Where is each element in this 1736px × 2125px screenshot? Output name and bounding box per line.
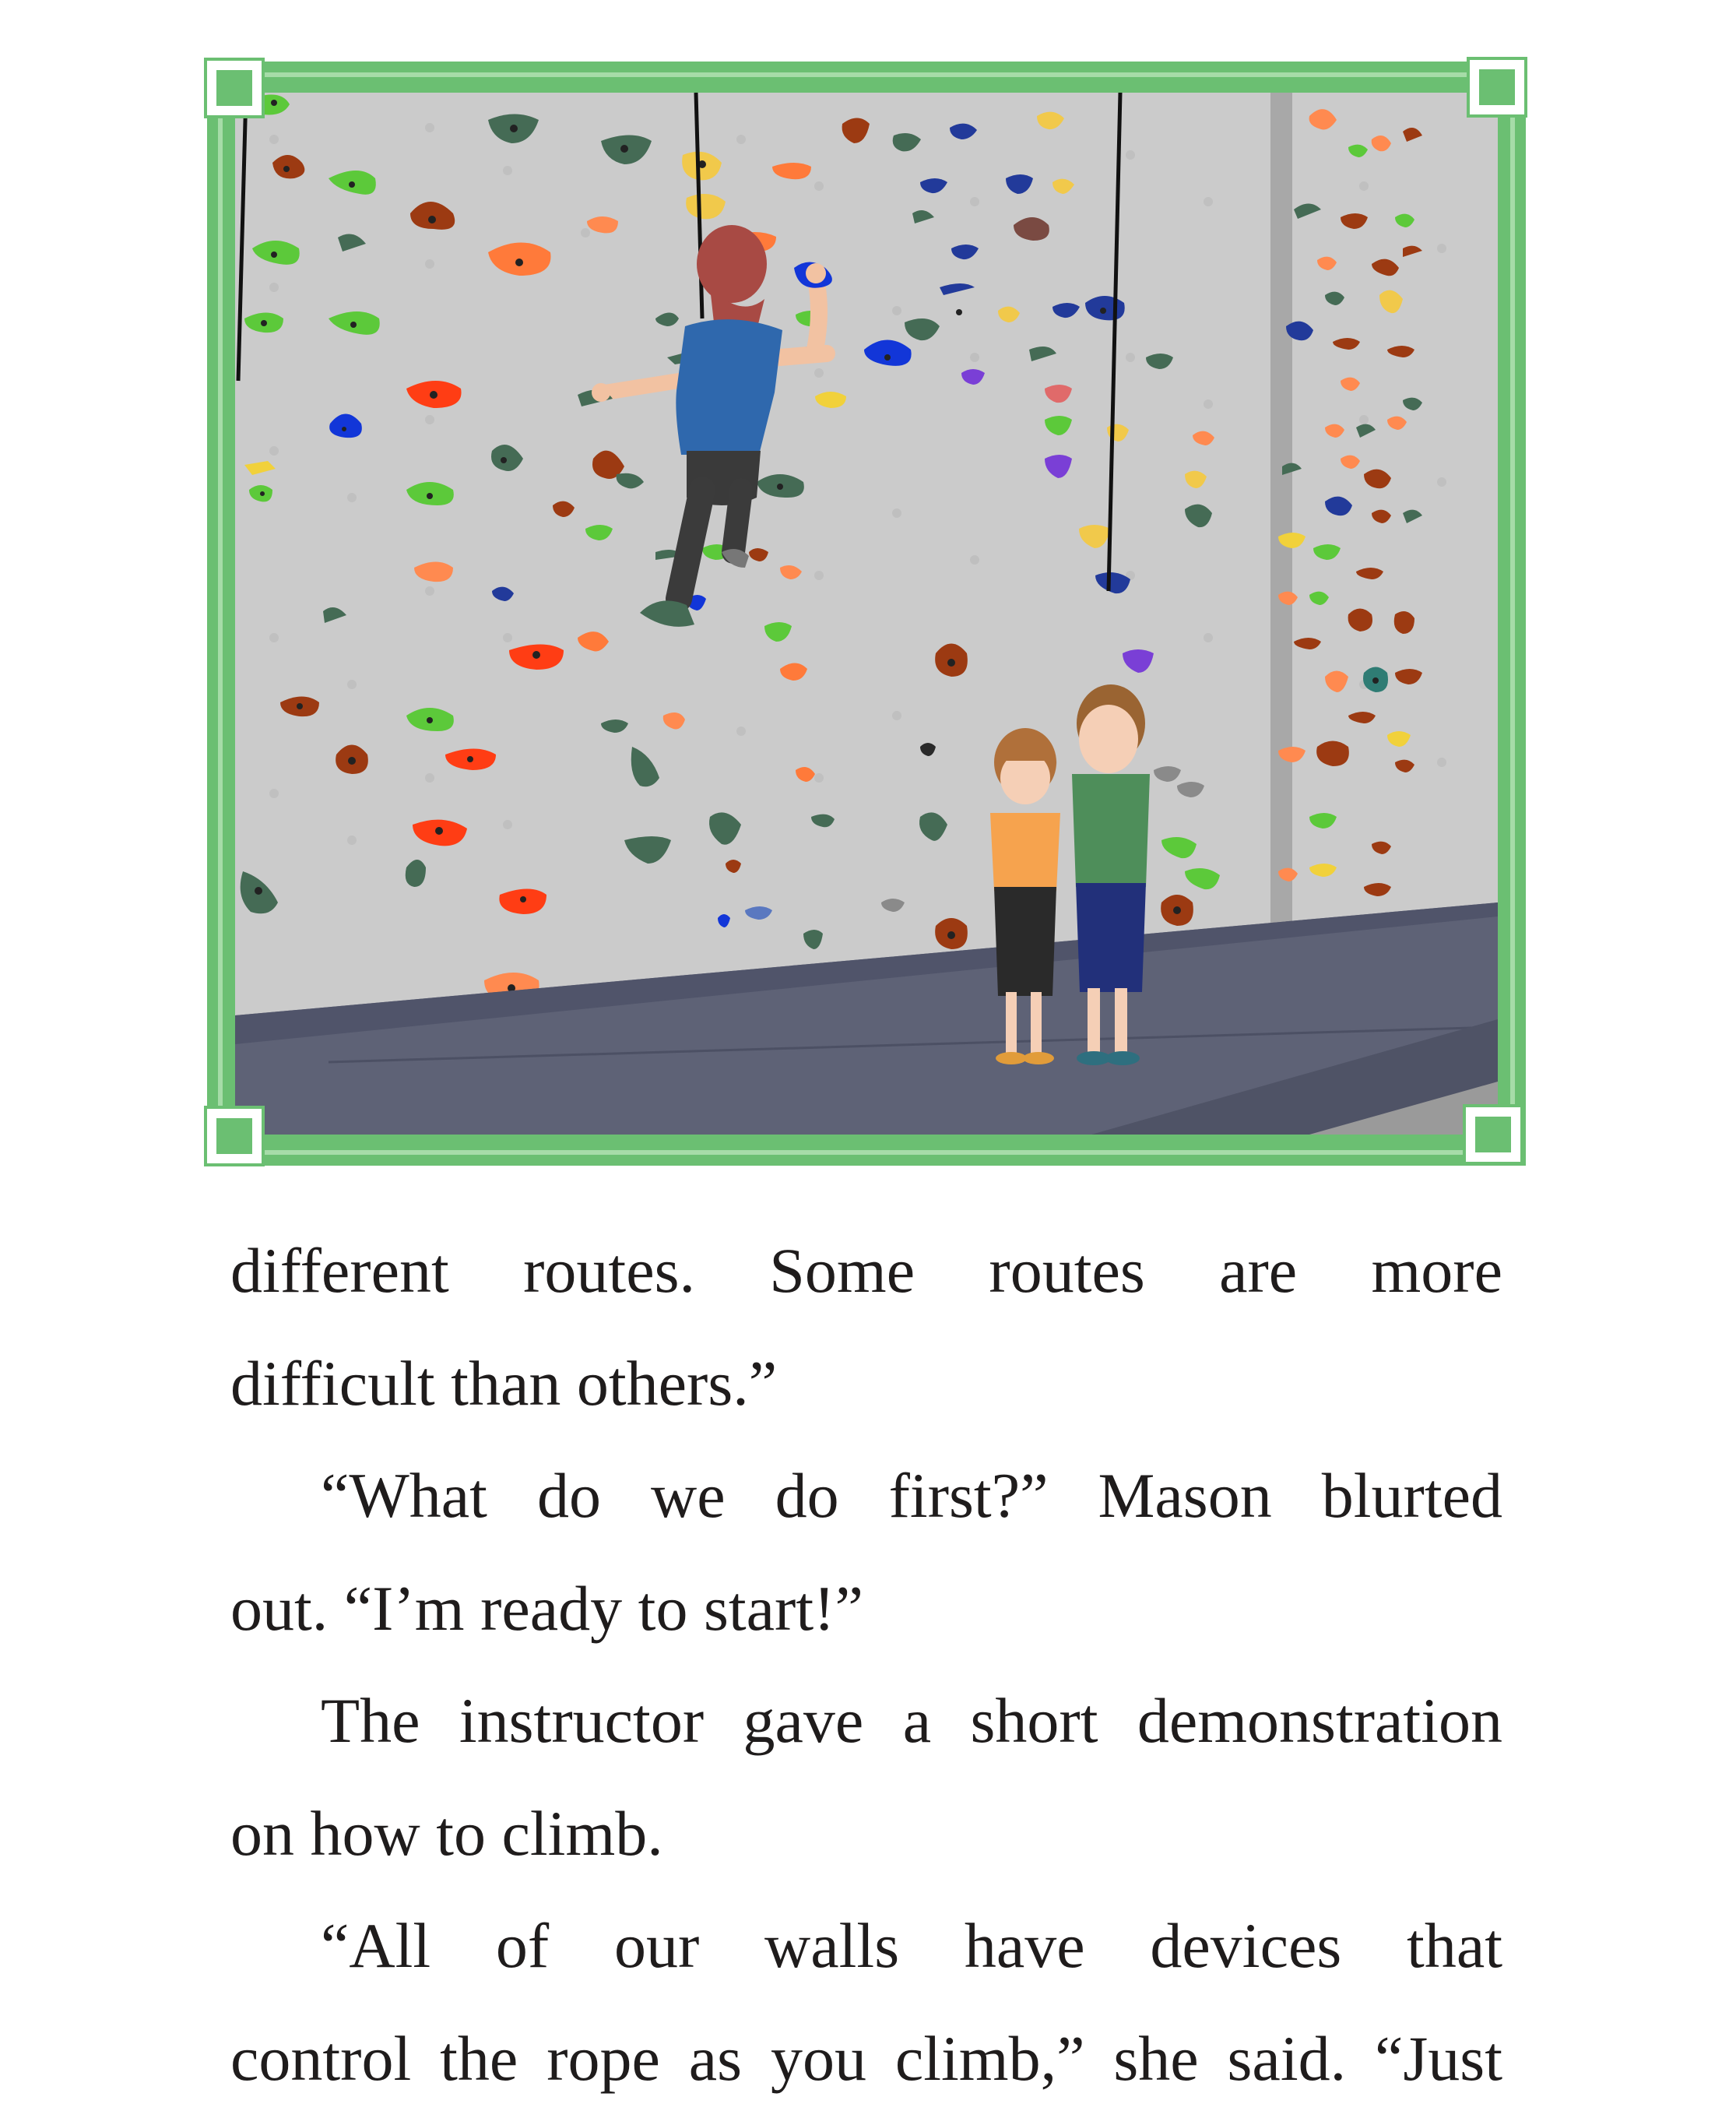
frame-corner-bottom-left bbox=[204, 1106, 265, 1166]
story-line-indented: “What do we do first?” Mason blurted bbox=[321, 1460, 1502, 1531]
story-line: out. “I’m ready to start!” bbox=[230, 1572, 863, 1644]
illustration-frame bbox=[207, 62, 1526, 1166]
frame-corner-bottom-right bbox=[1463, 1104, 1523, 1165]
story-line: control the rope as you climb,” she said. “Just bbox=[230, 2022, 1502, 2094]
story-line-indented: “All of our walls have devices that bbox=[321, 1910, 1502, 1981]
frame-corner-top-left bbox=[204, 58, 265, 118]
story-line: different routes. Some routes are more bbox=[230, 1235, 1502, 1306]
wall-pillar bbox=[1270, 93, 1292, 949]
story-line-indented: The instructor gave a short demonstration bbox=[321, 1685, 1502, 1756]
frame-corner-top-right bbox=[1467, 57, 1527, 118]
story-line: on how to climb. bbox=[230, 1797, 663, 1869]
climbing-gym-illustration bbox=[235, 93, 1498, 1135]
story-line: difficult than others.” bbox=[230, 1347, 778, 1419]
illustration-svg bbox=[235, 93, 1498, 1135]
story-text bbox=[230, 1215, 1502, 2115]
